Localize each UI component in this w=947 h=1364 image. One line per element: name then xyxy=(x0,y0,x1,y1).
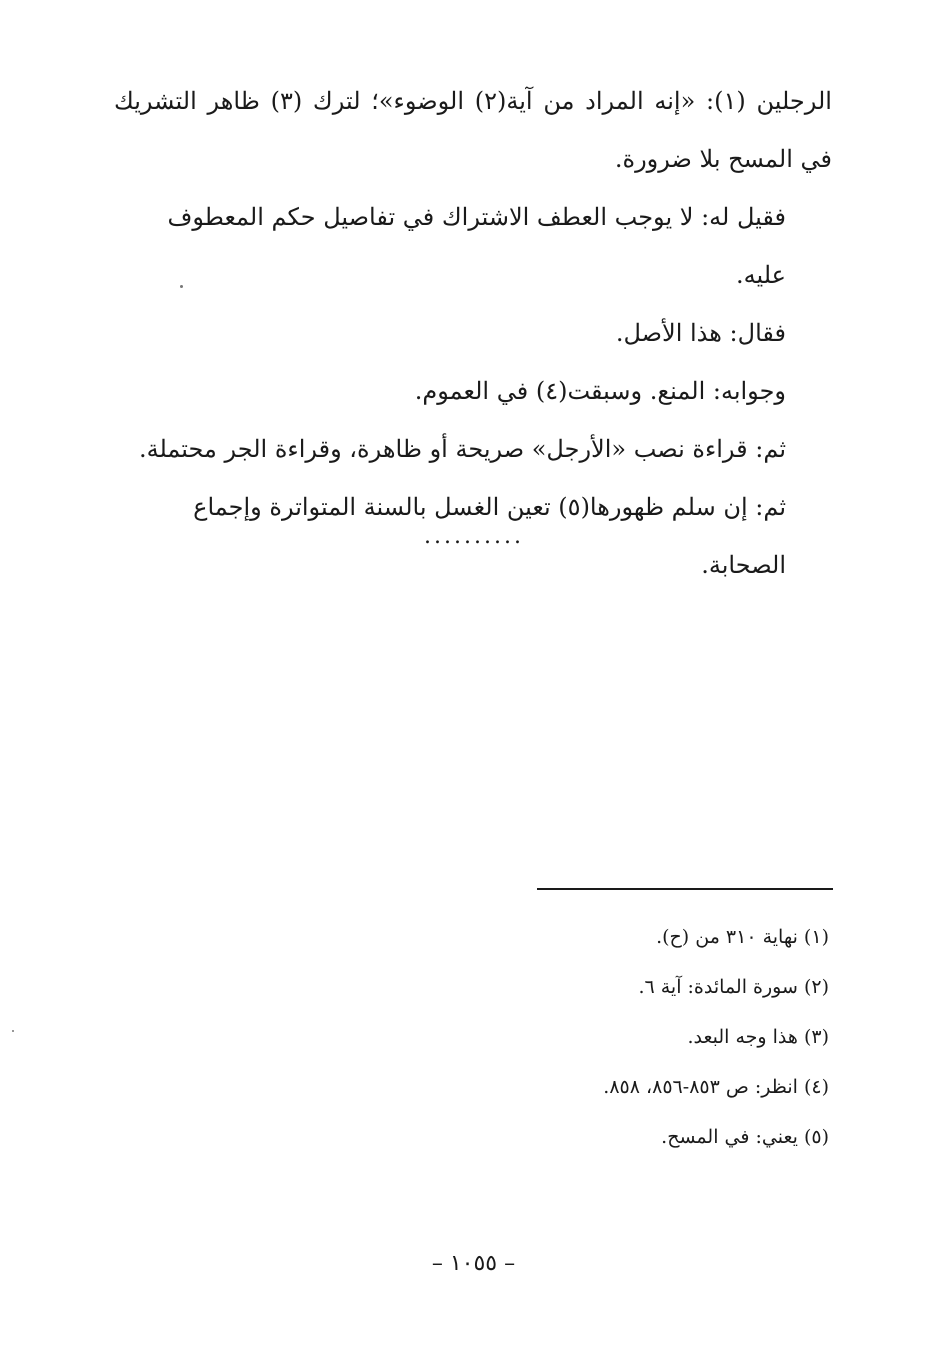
paragraph-3: فقال: هذا الأصل. xyxy=(615,319,786,347)
footnote-2: (٢) سورة المائدة: آية ٦. xyxy=(638,976,829,998)
footnotes xyxy=(409,912,829,1162)
paragraph-4: وجوابه: المنع. وسبقت(٤) في العموم. xyxy=(414,377,786,405)
paragraph-6: ثم: إن سلم ظهورها(٥) تعين الغسل بالسنة المتواترة وإجماع الصحابة. xyxy=(193,493,786,579)
footnote-1: (١) نهاية ٣١٠ من (ح). xyxy=(656,926,829,948)
scan-speck xyxy=(12,1030,14,1032)
scan-speck xyxy=(180,285,183,288)
paragraph-1: الرجلين (١): «إنه المراد من آية(٢) الوضوء»؛ لترك (٣) ظاهر التشريك في المسح بلا ضرورة. xyxy=(114,87,832,173)
page-number: – ١٠٥٥ – xyxy=(431,1251,516,1276)
footnote-divider xyxy=(537,888,833,890)
footnote-3: (٣) هذا وجه البعد. xyxy=(687,1026,829,1048)
main-text xyxy=(114,72,832,594)
section-separator: .......... xyxy=(424,524,524,549)
paragraph-5: ثم: قراءة نصب «الأرجل» صريحة أو ظاهرة، وقراءة الجر محتملة. xyxy=(138,435,786,463)
paragraph-2: فقيل له: لا يوجب العطف الاشتراك في تفاصيل حكم المعطوف عليه. xyxy=(167,203,786,289)
footnote-5: (٥) يعني: في المسح. xyxy=(661,1126,829,1148)
footnote-4: (٤) انظر: ص ٨٥٣-٨٥٦، ٨٥٨. xyxy=(603,1076,829,1098)
